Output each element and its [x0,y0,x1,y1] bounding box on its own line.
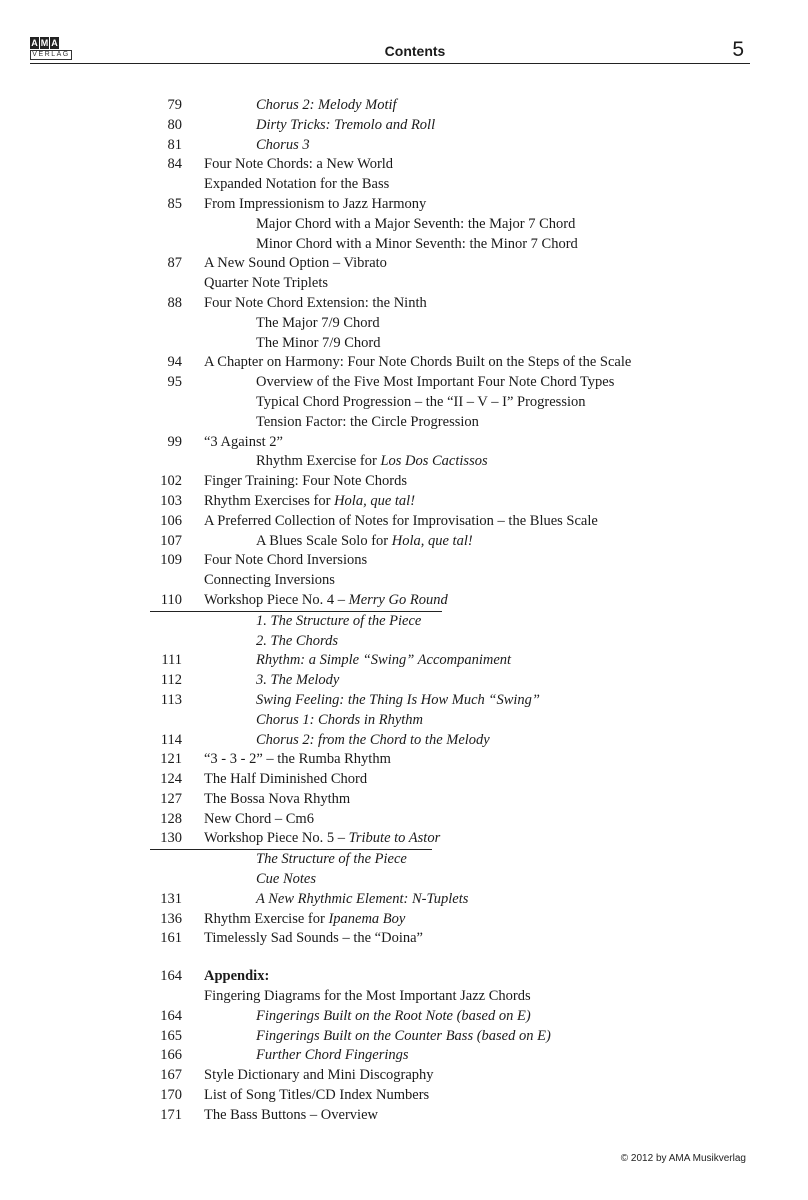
toc-row [150,136,670,156]
toc-row [150,532,670,552]
toc-row [150,294,670,314]
toc-title [204,910,405,930]
copyright-footer: © 2012 by AMA Musikverlag [620,1153,746,1164]
toc-title-emphasis: Merry Go Round [348,591,448,608]
appendix-heading: Appendix: [204,968,270,985]
toc-title-text: Rhythm Exercise for [256,453,381,470]
toc-page: 111 [161,652,182,669]
toc-page: 109 [160,552,182,569]
toc-page: 94 [167,354,182,371]
toc-title: Finger Training: Four Note Chords [204,473,408,490]
toc-row [150,929,670,949]
toc-title-text: A Blues Scale Solo for [256,532,392,549]
toc-row [150,274,670,294]
toc-row [150,691,670,711]
toc-title: Four Note Chord Inversions [204,552,368,569]
toc-title: Overview of the Five Most Important Four Note Chord Types [256,374,615,391]
toc-title [204,829,440,849]
toc-title: Four Note Chord Extension: the Ninth [204,294,427,311]
publisher-logo [30,37,72,60]
toc-title: Fingering Diagrams for the Most Important Jazz Chords [204,988,531,1005]
toc-title: Chorus 1: Chords in Rhythm [256,711,424,728]
toc-row [150,96,670,116]
toc-row [150,116,670,136]
toc-row [150,1106,670,1126]
toc-title [204,492,415,512]
toc-title: Rhythm: a Simple “Swing” Accompaniment [256,652,512,669]
toc-page: 102 [160,473,182,490]
toc-row [150,1046,670,1066]
toc-title: Further Chord Fingerings [256,1047,409,1064]
toc-page: 88 [167,294,182,311]
toc-row [150,215,670,235]
toc-row [150,890,670,910]
toc-title: Chorus 3 [256,136,310,153]
toc-title: Major Chord with a Major Seventh: the Major 7 Chord [256,215,576,232]
toc-title: New Chord – Cm6 [204,810,314,827]
toc-row [150,711,670,731]
toc-title: A Chapter on Harmony: Four Note Chords Built on the Steps of the Scale [204,354,632,371]
toc-title-text: Rhythm Exercise for [204,910,329,927]
toc-title-emphasis: Los Dos Cactissos [380,453,488,470]
header-divider [30,63,750,64]
toc-row [150,810,670,830]
toc-page: 114 [160,731,182,748]
logo-letter: A [51,38,58,48]
toc-page: 124 [160,771,182,788]
toc-title: Style Dictionary and Mini Discography [204,1067,434,1084]
toc-page: 103 [160,492,182,509]
toc-title: Chorus 2: from the Chord to the Melody [256,731,490,748]
toc-page: 171 [160,1106,182,1123]
toc-row [150,651,670,671]
toc-row [150,235,670,255]
toc-row [150,472,670,492]
toc-row [150,1086,670,1106]
toc-row [150,353,670,373]
toc-page: 84 [167,156,182,173]
toc-title: 3. The Melody [256,672,340,689]
toc-row [150,433,670,453]
toc-row [150,910,670,930]
toc-title: The Bossa Nova Rhythm [204,790,351,807]
toc-title: Typical Chord Progression – the “II – V – I” Progression [256,393,586,410]
toc-row [150,512,670,532]
toc-row [150,632,670,652]
toc-page: 167 [160,1067,182,1084]
toc-title-emphasis: Tribute to Astor [348,830,441,847]
toc-row [150,671,670,691]
toc-row [150,850,670,870]
toc-row [150,155,670,175]
toc-row [150,334,670,354]
toc-title: Swing Feeling: the Thing Is How Much “Swing” [256,691,540,708]
toc-title: “3 - 3 - 2” – the Rumba Rhythm [204,751,391,768]
toc-title [204,967,269,987]
toc-title: The Major 7/9 Chord [256,314,380,331]
toc-row [150,492,670,512]
toc-title: The Half Diminished Chord [204,771,368,788]
toc-row [150,987,670,1007]
toc-page: 99 [167,433,182,450]
toc-page: 81 [167,136,182,153]
toc-row [150,571,670,591]
toc-title [204,591,448,611]
toc-row [150,731,670,751]
toc-title: Tension Factor: the Circle Progression [256,413,479,430]
toc-row [150,612,670,632]
table-of-contents [150,96,670,1126]
toc-title: Minor Chord with a Minor Seventh: the Minor 7 Chord [256,235,578,252]
toc-row [150,254,670,274]
toc-row [150,770,670,790]
toc-row [150,452,670,472]
toc-row [150,790,670,810]
toc-page: 164 [160,968,182,985]
toc-title: Chorus 2: Melody Motif [256,97,397,113]
toc-row-appendix [150,967,670,987]
toc-page: 80 [167,116,182,133]
toc-page: 131 [160,890,182,907]
toc-title: Fingerings Built on the Root Note (based on E) [256,1007,531,1024]
toc-title: 1. The Structure of the Piece [256,612,422,629]
toc-row [150,393,670,413]
logo-letter: M [40,38,49,48]
toc-title: 2. The Chords [256,632,339,649]
toc-title-text: Workshop Piece No. 4 – [204,591,349,608]
toc-row [150,551,670,571]
toc-page: 87 [167,255,182,272]
toc-title: From Impressionism to Jazz Harmony [204,195,427,212]
toc-page: 164 [160,1007,182,1024]
toc-row [150,175,670,195]
toc-title: A New Sound Option – Vibrato [204,255,387,272]
toc-page: 79 [167,97,182,113]
toc-title-text: Rhythm Exercises for [204,492,335,509]
toc-row [150,750,670,770]
toc-page: 107 [160,532,182,549]
toc-row [150,1027,670,1047]
toc-title: The Minor 7/9 Chord [256,334,381,351]
logo-letter: A [31,38,38,48]
toc-page: 128 [160,810,182,827]
toc-page: 121 [160,751,182,768]
toc-page: 113 [160,691,182,708]
toc-title-emphasis: Ipanema Boy [328,910,406,927]
toc-title [256,452,488,472]
toc-page: 165 [160,1027,182,1044]
toc-row [150,1007,670,1027]
toc-row [150,314,670,334]
toc-title-text: Workshop Piece No. 5 – [204,830,349,847]
page-number: 5 [732,38,744,61]
toc-row-workshop [150,591,448,612]
toc-title: Dirty Tricks: Tremolo and Roll [256,116,436,133]
toc-row [150,373,670,393]
toc-title: Timelessly Sad Sounds – the “Doina” [204,930,423,947]
toc-title-emphasis: Hola, que tal! [334,492,416,509]
toc-page: 136 [160,910,182,927]
toc-row [150,1066,670,1086]
toc-row [150,195,670,215]
toc-title: List of Song Titles/CD Index Numbers [204,1087,430,1104]
toc-title [256,532,473,552]
toc-page: 161 [160,930,182,947]
toc-page: 127 [160,790,182,807]
toc-title: Quarter Note Triplets [204,275,329,292]
toc-title: Fingerings Built on the Counter Bass (based on E) [256,1027,551,1044]
toc-title: Connecting Inversions [204,572,335,589]
toc-page: 106 [160,512,182,529]
toc-page: 95 [167,374,182,391]
toc-title: The Structure of the Piece [256,851,407,868]
toc-page: 85 [167,195,182,212]
toc-page: 130 [160,830,182,847]
toc-title: Cue Notes [256,871,317,888]
toc-row [150,870,670,890]
toc-title: A Preferred Collection of Notes for Improvisation – the Blues Scale [204,512,598,529]
toc-page: 110 [160,591,182,608]
toc-title: Four Note Chords: a New World [204,156,394,173]
toc-title: The Bass Buttons – Overview [204,1106,378,1123]
toc-row-workshop [150,829,441,850]
toc-row [150,413,670,433]
toc-page: 170 [160,1087,182,1104]
toc-page: 166 [160,1047,182,1064]
toc-title: “3 Against 2” [204,433,283,450]
page-title: Contents [384,43,446,59]
toc-page: 112 [160,672,182,689]
logo-subtitle: VERLAG [30,50,72,60]
toc-title-emphasis: Hola, que tal! [391,532,473,549]
toc-title: Expanded Notation for the Bass [204,176,390,193]
toc-title: A New Rhythmic Element: N-Tuplets [256,890,469,907]
